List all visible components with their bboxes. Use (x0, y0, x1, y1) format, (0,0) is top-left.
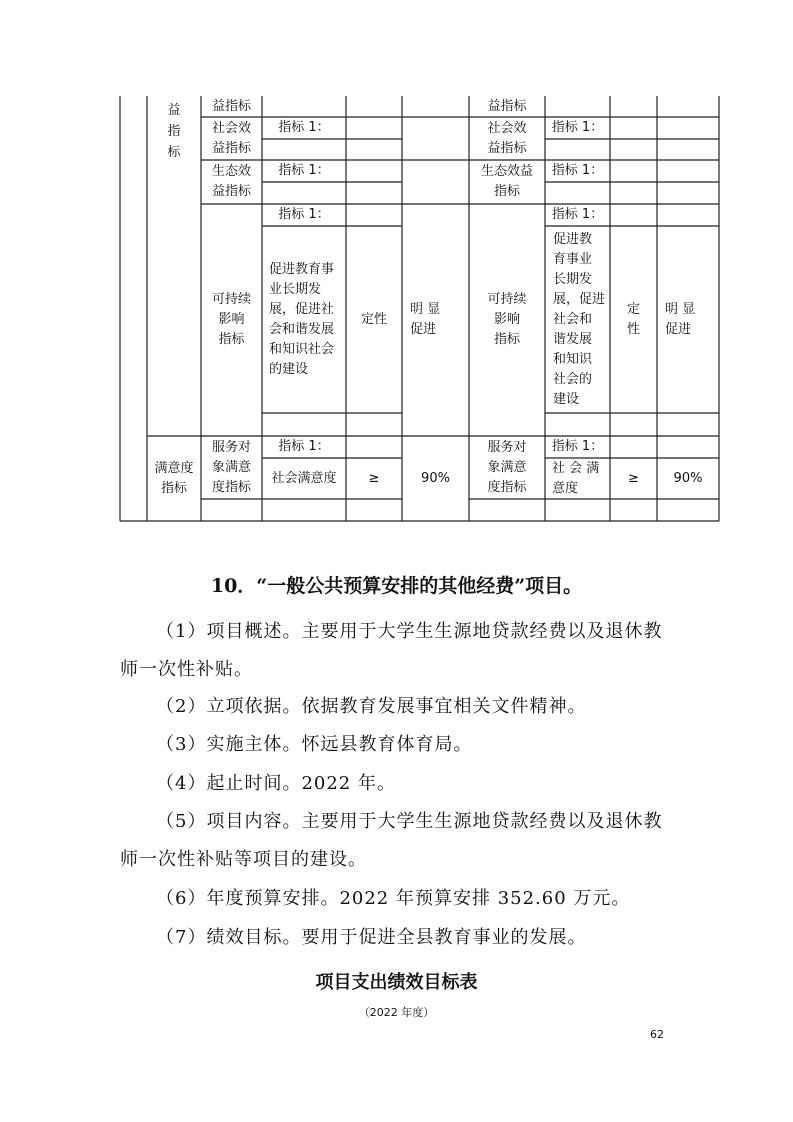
left-sustain-value: 明 显 促进 (410, 301, 441, 337)
right-satisfaction-indicator: 指标 1： (551, 439, 604, 454)
paragraph-period: （4）起止时间。2022 年。 (156, 773, 396, 794)
right-satisfaction-category: 服务对 象满意 度指标 (487, 439, 527, 495)
right-benefit-row-label: 益指标 (487, 98, 527, 114)
year-label: （2022 年度） (358, 1006, 435, 1019)
table-title: 项目支出绩效目标表 (315, 972, 478, 993)
right-sustain-content: 促进教 育事业 长期发 展，促进 社会和 谐发展 和知识 社会的 建设 (553, 231, 606, 407)
left-sustain-category: 可持续 影响 指标 (211, 291, 251, 347)
right-sustain-category: 可持续 影响 指标 (487, 291, 527, 347)
left-benefit-row-label: 益指标 (211, 98, 251, 114)
right-social-benefit-category: 社会效 益指标 (487, 120, 527, 156)
right-satisfaction-value: 90% (673, 470, 703, 486)
benefit-indicator-label: 益 指 标 (167, 102, 181, 160)
section-heading: 10．“一般公共预算安排的其他经费”项目。 (210, 575, 583, 597)
left-eco-benefit-category: 生态效 益指标 (211, 164, 251, 199)
page-number: 62 (650, 1028, 664, 1041)
right-sustain-nature: 定 性 (626, 301, 640, 337)
satisfaction-indicator-group: 满意度 指标 (154, 460, 194, 496)
paragraph-basis: （2）立项依据。依据教育发展事宜相关文件精神。 (156, 696, 587, 717)
right-satisfaction-content: 社 会 满 意度 (552, 460, 600, 496)
left-social-benefit-category: 社会效 益指标 (211, 120, 251, 156)
paragraph-implementer: （3）实施主体。怀远县教育体育局。 (156, 734, 473, 755)
right-eco-indicator: 指标 1： (551, 163, 604, 178)
left-sustain-content: 促进教育事 业长期发 展，促进社 会和谐发展 和知识社会 的建设 (269, 261, 335, 377)
left-eco-indicator: 指标 1： (278, 163, 330, 178)
left-satisfaction-indicator: 指标 1： (278, 439, 330, 454)
left-sustain-nature: 定性 (360, 311, 387, 327)
left-sustain-indicator: 指标 1： (278, 207, 330, 222)
right-sustain-indicator: 指标 1： (551, 207, 604, 222)
paragraph-overview: （1）项目概述。主要用于大学生生源地贷款经费以及退休教师一次性补贴。 (120, 621, 663, 680)
right-satisfaction-operator: ≥ (628, 470, 639, 486)
left-social-indicator: 指标 1： (278, 120, 330, 135)
paragraph-goal: （7）绩效目标。要用于促进全县教育事业的发展。 (156, 927, 587, 948)
left-satisfaction-content: 社会满意度 (271, 470, 337, 486)
left-satisfaction-category: 服务对 象满意 度指标 (211, 439, 251, 495)
left-satisfaction-value: 90% (421, 470, 450, 486)
left-satisfaction-operator: ≥ (368, 470, 380, 486)
right-sustain-value: 明 显 促进 (665, 301, 696, 337)
paragraph-budget: （6）年度预算安排。2022 年预算安排 352.60 万元。 (156, 888, 631, 909)
right-eco-benefit-category: 生态效益 指标 (480, 164, 533, 199)
paragraph-content: （5）项目内容。主要用于大学生生源地贷款经费以及退休教师一次性补贴等项目的建设。 (120, 811, 663, 870)
right-social-indicator: 指标 1： (551, 120, 604, 135)
